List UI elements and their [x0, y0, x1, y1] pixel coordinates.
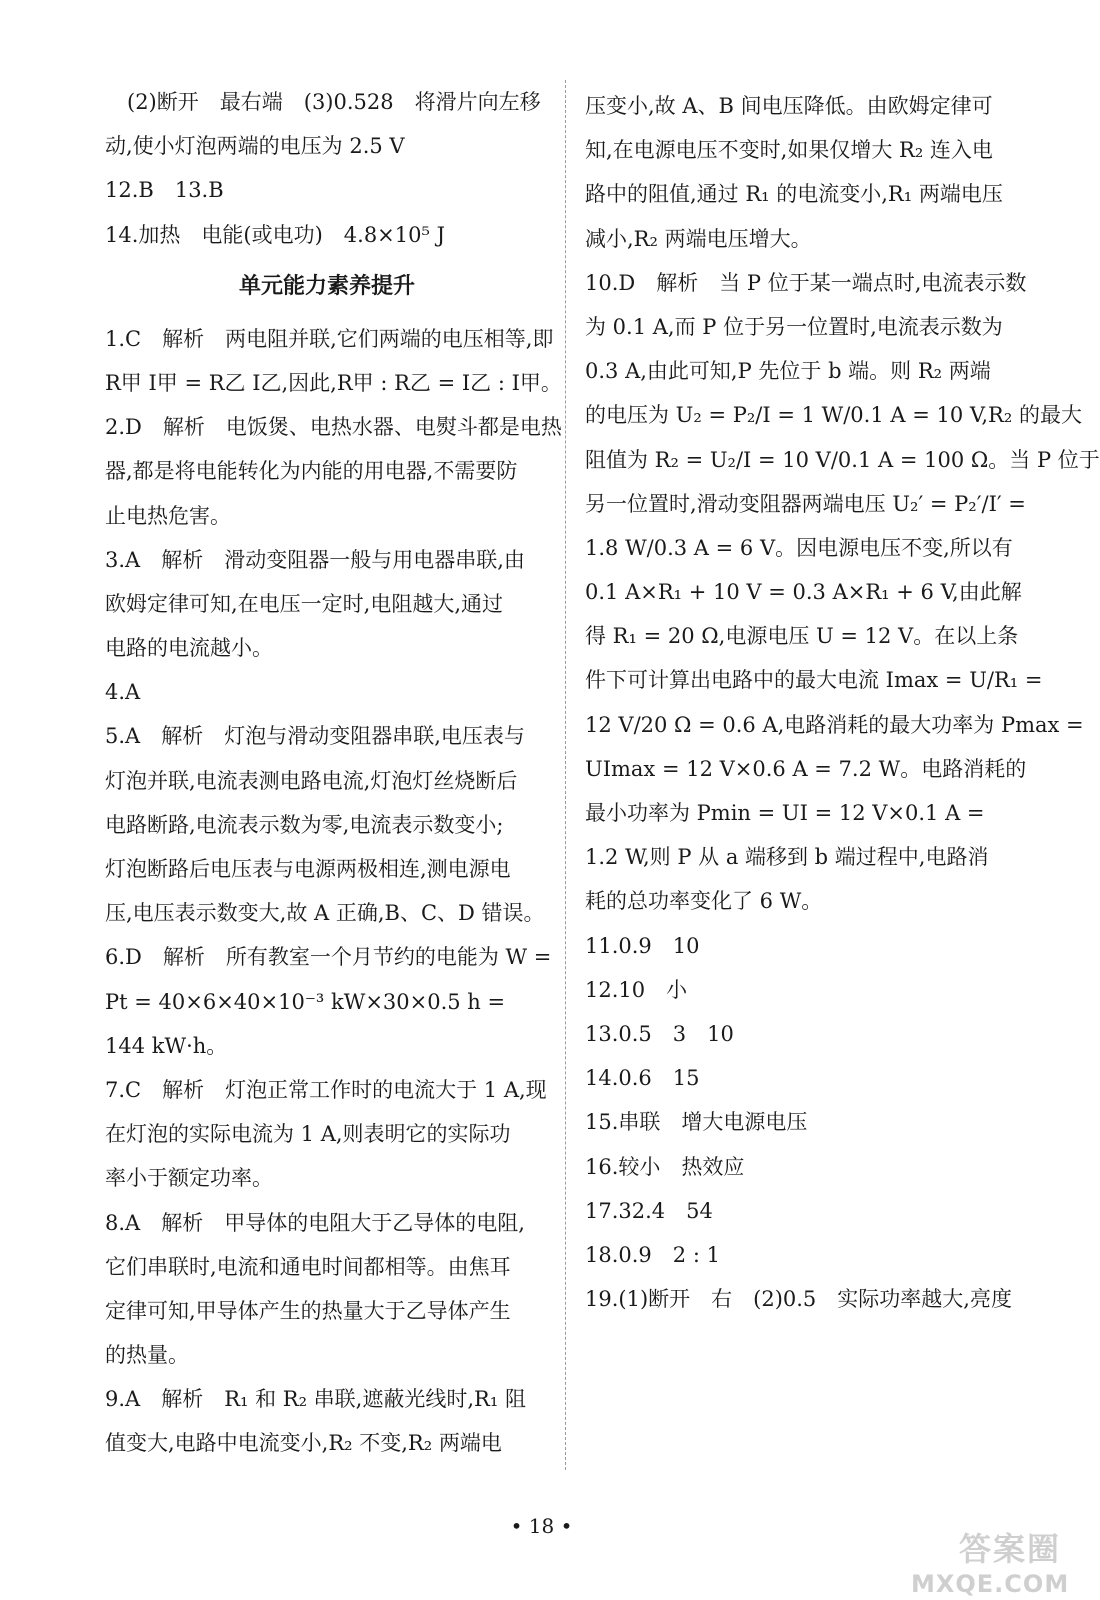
- text-line: 9.A 解析 R₁ 和 R₂ 串联,遮蔽光线时,R₁ 阻: [105, 1387, 526, 1412]
- text-line: 动,使小灯泡两端的电压为 2.5 V: [105, 134, 405, 159]
- text-line: 电路的电流越小。: [105, 636, 273, 661]
- text-line: 灯泡并联,电流表测电路电流,灯泡灯丝烧断后: [105, 768, 518, 793]
- text-line: 8.A 解析 甲导体的电阻大于乙导体的电阻,: [105, 1210, 525, 1235]
- text-line: 12.B 13.B: [105, 178, 224, 203]
- text-line: 5.A 解析 灯泡与滑动变阻器串联,电压表与: [105, 724, 525, 749]
- text-line: 1.2 W,则 P 从 a 端移到 b 端过程中,电路消: [585, 845, 989, 870]
- page-number: • 18 •: [510, 1514, 573, 1538]
- text-line: 19.(1)断开 右 (2)0.5 实际功率越大,亮度: [585, 1287, 1012, 1312]
- text-line: 13.0.5 3 10: [585, 1021, 734, 1046]
- text-line: 另一位置时,滑动变阻器两端电压 U₂′ = P₂′/I′ =: [585, 491, 1026, 516]
- section-heading: 单元能力素养提升: [238, 273, 415, 299]
- text-line: 在灯泡的实际电流为 1 A,则表明它的实际功: [105, 1122, 511, 1147]
- text-line: 灯泡断路后电压表与电源两极相连,测电源电: [105, 857, 511, 881]
- text-line: 为 0.1 A,而 P 位于另一位置时,电流表示数为: [585, 314, 1003, 339]
- text-line: 4.A: [105, 680, 141, 705]
- text-line: R甲 I甲 = R乙 I乙,因此,R甲 : R乙 = I乙 : I甲。: [105, 370, 562, 395]
- text-line: 10.D 解析 当 P 位于某一端点时,电流表示数: [585, 270, 1027, 295]
- watermark-top: 答案圈: [958, 1530, 1061, 1568]
- text-line: 的电压为 U₂ = P₂/I = 1 W/0.1 A = 10 V,R₂ 的最大: [585, 403, 1082, 428]
- text-line: 耗的总功率变化了 6 W。: [585, 889, 823, 914]
- text-line: (2)断开 最右端 (3)0.528 将滑片向左移: [127, 90, 541, 114]
- watermark-bottom: MXQE.COM: [911, 1570, 1070, 1598]
- text-line: 欧姆定律可知,在电压一定时,电阻越大,通过: [105, 591, 504, 616]
- text-line: 144 kW·h。: [105, 1033, 228, 1058]
- right-column: [585, 84, 1100, 1321]
- text-line: 0.1 A×R₁ + 10 V = 0.3 A×R₁ + 6 V,由此解: [585, 580, 1022, 605]
- text-line: 0.3 A,由此可知,P 先位于 b 端。则 R₂ 两端: [585, 359, 991, 384]
- text-line: 14.0.6 15: [585, 1066, 700, 1091]
- text-line: Pt = 40×6×40×10⁻³ kW×30×0.5 h =: [105, 989, 506, 1014]
- text-line: 率小于额定功率。: [105, 1166, 273, 1191]
- text-line: 阻值为 R₂ = U₂/I = 10 V/0.1 A = 100 Ω。当 P 位于: [585, 447, 1100, 472]
- text-line: UImax = 12 V×0.6 A = 7.2 W。电路消耗的: [585, 756, 1027, 781]
- text-line: 1.C 解析 两电阻并联,它们两端的电压相等,即: [105, 326, 554, 351]
- text-line: 定律可知,甲导体产生的热量大于乙导体产生: [105, 1298, 511, 1323]
- left-lines-after: [105, 317, 562, 1466]
- text-line: 18.0.9 2 : 1: [585, 1242, 720, 1267]
- text-line: 减小,R₂ 两端电压增大。: [585, 226, 812, 251]
- text-line: 压,电压表示数变大,故 A 正确,B、C、D 错误。: [105, 901, 545, 926]
- text-line: 12 V/20 Ω = 0.6 A,电路消耗的最大功率为 Pmax =: [585, 712, 1084, 737]
- text-line: 1.8 W/0.3 A = 6 V。因电源电压不变,所以有: [585, 535, 1013, 560]
- watermark-logo: [911, 1524, 1070, 1598]
- right-lines: [585, 84, 1100, 1321]
- text-line: 止电热危害。: [105, 503, 231, 528]
- text-line: 7.C 解析 灯泡正常工作时的电流大于 1 A,现: [105, 1077, 547, 1102]
- text-line: 最小功率为 Pmin = UI = 12 V×0.1 A =: [585, 801, 985, 825]
- text-line: 值变大,电路中电流变小,R₂ 不变,R₂ 两端电: [105, 1431, 502, 1456]
- text-line: 路中的阻值,通过 R₁ 的电流变小,R₁ 两端电压: [585, 182, 1003, 207]
- text-line: 件下可计算出电路中的最大电流 Imax = U/R₁ =: [585, 668, 1043, 693]
- text-line: 电路断路,电流表示数为零,电流表示数变小;: [105, 812, 504, 837]
- text-line: 16.较小 热效应: [585, 1154, 745, 1179]
- text-line: 的热量。: [105, 1343, 189, 1368]
- text-line: 它们串联时,电流和通电时间都相等。由焦耳: [105, 1254, 511, 1279]
- text-line: 2.D 解析 电饭煲、电热水器、电熨斗都是电热: [105, 415, 562, 440]
- text-line: 12.10 小: [585, 977, 688, 1002]
- text-line: 11.0.9 10: [585, 933, 700, 958]
- text-line: 14.加热 电能(或电功) 4.8×10⁵ J: [105, 222, 446, 247]
- text-line: 15.串联 增大电源电压: [585, 1110, 808, 1135]
- text-line: 压变小,故 A、B 间电压降低。由欧姆定律可: [585, 94, 993, 118]
- text-line: 17.32.4 54: [585, 1198, 713, 1223]
- text-line: 得 R₁ = 20 Ω,电源电压 U = 12 V。在以上条: [585, 624, 1019, 649]
- column-divider: [565, 80, 566, 1470]
- left-lines-before: [105, 80, 549, 257]
- text-line: 知,在电源电压不变时,如果仅增大 R₂ 连入电: [585, 138, 993, 163]
- left-column: [105, 80, 562, 1466]
- text-line: 3.A 解析 滑动变阻器一般与用电器串联,由: [105, 547, 525, 572]
- text-line: 器,都是将电能转化为内能的用电器,不需要防: [105, 459, 518, 484]
- text-line: 6.D 解析 所有教室一个月节约的电能为 W =: [105, 945, 552, 970]
